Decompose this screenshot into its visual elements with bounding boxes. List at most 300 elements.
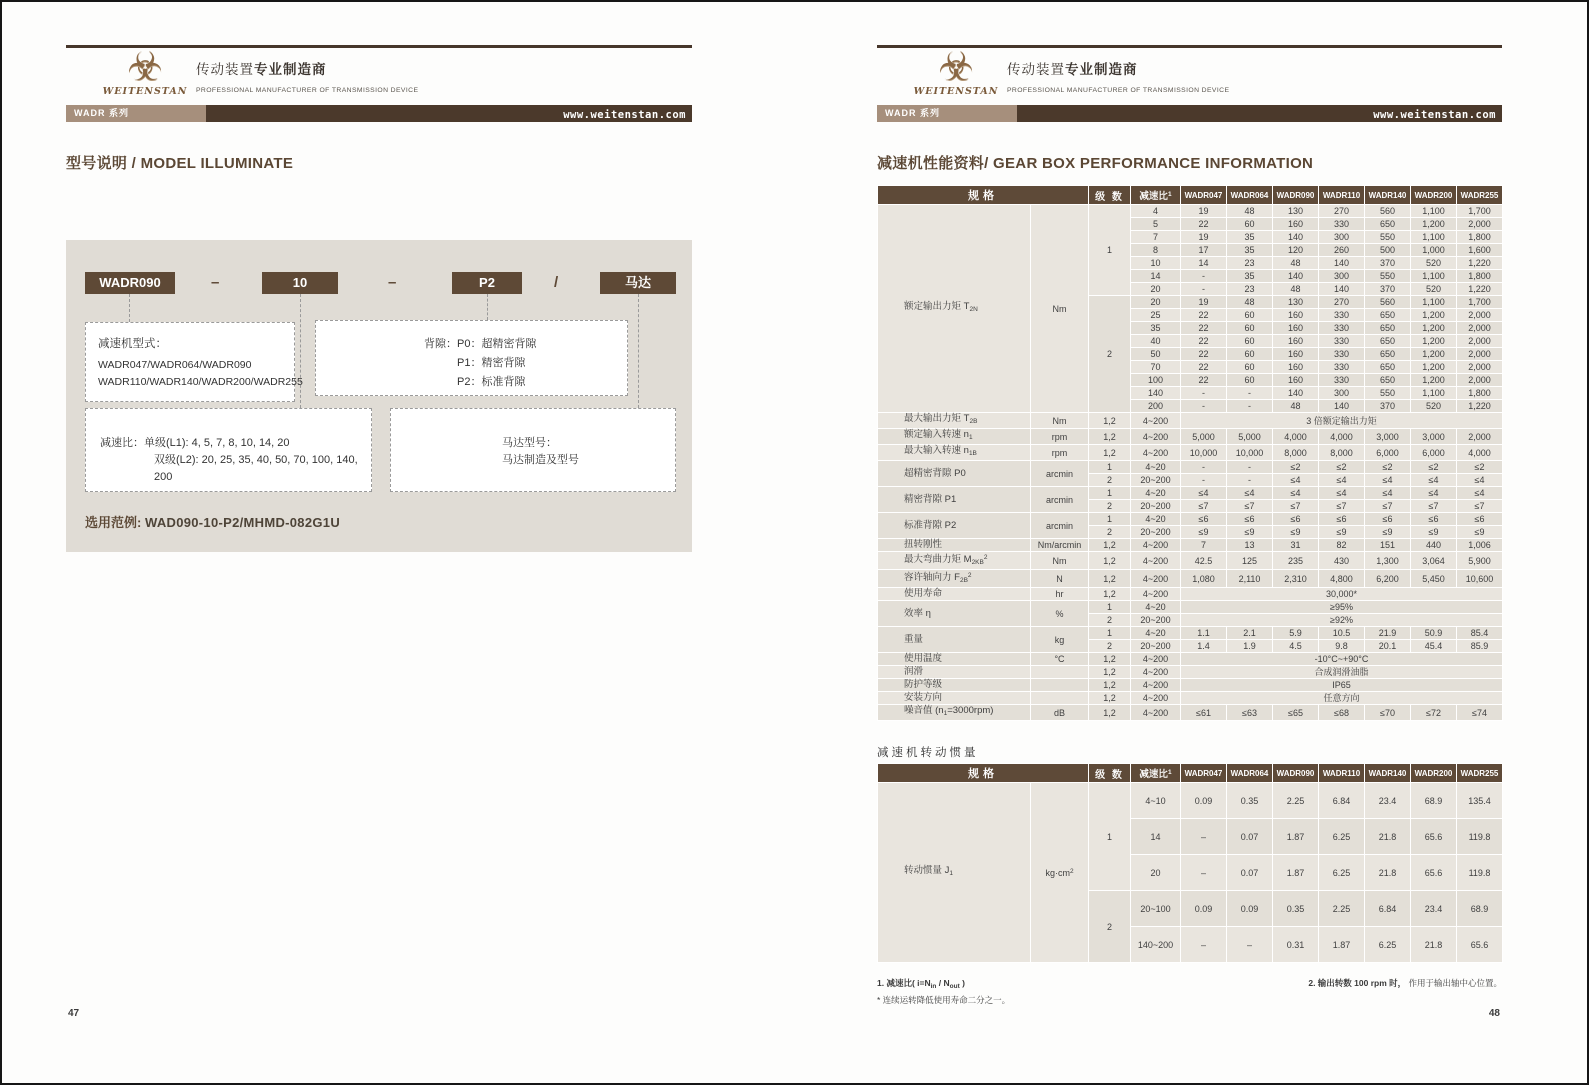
value-cell: 370 (1365, 400, 1411, 413)
value-cell: 135.4 (1457, 783, 1503, 819)
table-row (878, 429, 1503, 445)
spec-label: 使用温度 (878, 653, 1031, 666)
type-box-line1: WADR047/WADR064/WADR090 (98, 359, 252, 371)
ratio-cell: 35 (1131, 322, 1181, 335)
value-cell: ≤2 (1365, 461, 1411, 474)
connector-line (300, 294, 301, 408)
model-segment-backlash: P2 (452, 272, 522, 294)
value-cell: - (1181, 387, 1227, 400)
model-code-panel (66, 240, 692, 552)
stage-cell: 2 (1089, 474, 1131, 487)
value-cell: 8,000 (1319, 445, 1365, 461)
value-cell: 23 (1227, 283, 1273, 296)
value-cell: 160 (1273, 322, 1319, 335)
stage-cell: 2 (1089, 296, 1131, 413)
ratio-cell: 4~200 (1131, 445, 1181, 461)
value-cell: ≤9 (1227, 526, 1273, 539)
value-cell: 3,064 (1411, 552, 1457, 570)
unit-cell: arcmin (1031, 513, 1089, 539)
value-cell: 130 (1273, 296, 1319, 309)
ratio-cell: 4~20 (1131, 627, 1181, 640)
value-cell: 4.5 (1273, 640, 1319, 653)
value-cell: – (1181, 819, 1227, 855)
spec-label: 润滑 (878, 666, 1031, 679)
value-cell: 330 (1319, 335, 1365, 348)
value-cell: 140 (1319, 257, 1365, 270)
value-cell: 85.9 (1457, 640, 1503, 653)
ratio-cell: 100 (1131, 374, 1181, 387)
value-cell: ≤9 (1273, 526, 1319, 539)
ratio-cell: 4~200 (1131, 588, 1181, 601)
ratio-cell: 10 (1131, 257, 1181, 270)
value-cell: 1,200 (1411, 309, 1457, 322)
ratio-cell: 4~200 (1131, 570, 1181, 588)
table-row (878, 627, 1503, 640)
value-cell: 2,000 (1457, 218, 1503, 231)
value-cell: ≤4 (1181, 487, 1227, 500)
ratio-cell: 140 (1131, 387, 1181, 400)
series-bar (66, 105, 692, 122)
value-cell: 330 (1319, 374, 1365, 387)
value-cell: - (1181, 474, 1227, 487)
connector-line (129, 294, 130, 322)
value-cell: 1,000 (1411, 244, 1457, 257)
value-cell: 0.31 (1273, 927, 1319, 963)
value-cell: 60 (1227, 309, 1273, 322)
value-cell: 22 (1181, 322, 1227, 335)
value-cell: 48 (1273, 400, 1319, 413)
unit-cell (1031, 679, 1089, 692)
value-cell: 10,600 (1457, 570, 1503, 588)
unit-cell: Nm/arcmin (1031, 539, 1089, 552)
value-cell: 22 (1181, 348, 1227, 361)
value-cell: 120 (1273, 244, 1319, 257)
value-cell: 35 (1227, 244, 1273, 257)
stage-cell: 2 (1089, 526, 1131, 539)
tagline-en: PROFESSIONAL MANUFACTURER OF TRANSMISSION DEVICE (196, 87, 419, 94)
ratio-cell: 4~20 (1131, 601, 1181, 614)
model-column-header: WADR110 (1319, 186, 1365, 205)
motor-line1: 马达型号： (502, 437, 557, 449)
value-cell: ≤72 (1411, 705, 1457, 721)
value-cell: 1,100 (1411, 231, 1457, 244)
value-cell: 0.09 (1181, 783, 1227, 819)
value-cell: 1,700 (1457, 296, 1503, 309)
value-cell: 22 (1181, 309, 1227, 322)
value-cell: 21.8 (1411, 927, 1457, 963)
spec-label: 精密背隙 P1 (878, 487, 1031, 513)
page-right (877, 0, 1502, 1085)
value-cell: ≤4 (1319, 474, 1365, 487)
table-row (878, 445, 1503, 461)
value-cell: 48 (1227, 205, 1273, 218)
value-cell: 140 (1273, 270, 1319, 283)
value-cell: 520 (1411, 400, 1457, 413)
unit-cell: arcmin (1031, 461, 1089, 487)
ratio-cell: 14 (1131, 819, 1181, 855)
value-cell: 60 (1227, 374, 1273, 387)
spec-label: 额定输出力矩 $T_{2N}$ (878, 205, 1031, 413)
ratio-cell: 20~200 (1131, 526, 1181, 539)
unit-cell: % (1031, 601, 1089, 627)
stage-cell: 1,2 (1089, 679, 1131, 692)
type-box-line2: WADR110/WADR140/WADR200/WADR255 (98, 376, 303, 388)
value-cell: ≤61 (1181, 705, 1227, 721)
value-cell: 1,100 (1411, 270, 1457, 283)
value-cell: 50.9 (1411, 627, 1457, 640)
spec-label: 效率 η (878, 601, 1031, 627)
ratio-cell: 4~200 (1131, 429, 1181, 445)
value-cell: 2,000 (1457, 374, 1503, 387)
value-cell: 23 (1227, 257, 1273, 270)
stage-cell: 1,2 (1089, 445, 1131, 461)
value-cell: 300 (1319, 387, 1365, 400)
footnote-2 (1308, 977, 1502, 989)
table-row (878, 205, 1503, 218)
spec-column-header: 规格 (878, 186, 1089, 205)
website-url: www.weitenstan.com (563, 109, 686, 121)
value-cell: 3,000 (1411, 429, 1457, 445)
ratio-cell: 7 (1131, 231, 1181, 244)
value-cell: ≤70 (1365, 705, 1411, 721)
value-cell: 42.5 (1181, 552, 1227, 570)
value-cell: 65.6 (1457, 927, 1503, 963)
footnote-star: * 连续运转降低使用寿命二分之一。 (877, 995, 1011, 1005)
value-cell: 270 (1319, 205, 1365, 218)
value-cell: - (1181, 270, 1227, 283)
value-cell: 151 (1365, 539, 1411, 552)
value-cell: 370 (1365, 283, 1411, 296)
value-cell: 0.09 (1181, 891, 1227, 927)
backlash-item-p0: P0：超精密背隙 (457, 338, 537, 350)
stage-cell: 2 (1089, 640, 1131, 653)
value-cell: 6,000 (1365, 445, 1411, 461)
stage-cell: 1,2 (1089, 705, 1131, 721)
type-box-title: 减速机型式： (98, 338, 167, 350)
unit-cell: Nm (1031, 205, 1089, 413)
value-cell: 650 (1365, 322, 1411, 335)
tagline-cn (196, 58, 418, 78)
value-cell: 1,006 (1457, 539, 1503, 552)
ratio-cell: 4~200 (1131, 413, 1181, 429)
value-cell: 1,800 (1457, 270, 1503, 283)
value-cell: ≤7 (1457, 500, 1503, 513)
stage-cell: 2 (1089, 614, 1131, 627)
value-cell: 21.8 (1365, 819, 1411, 855)
value-cell: ≤6 (1457, 513, 1503, 526)
value-cell: 23.4 (1365, 783, 1411, 819)
ratio-cell: 4~200 (1131, 705, 1181, 721)
ratio-cell: 20~100 (1131, 891, 1181, 927)
table-row (878, 413, 1503, 429)
value-cell: 19 (1181, 296, 1227, 309)
model-segment-ratio: 10 (262, 272, 338, 294)
stage-cell: 1,2 (1089, 429, 1131, 445)
value-cell: 1,200 (1411, 361, 1457, 374)
value-cell: 65.6 (1411, 819, 1457, 855)
value-cell: 4,000 (1319, 429, 1365, 445)
table-row (878, 570, 1503, 588)
motor-box (390, 408, 676, 492)
value-cell: - (1227, 474, 1273, 487)
performance-table-container (877, 185, 1503, 721)
spec-label: 转动惯量 $J_1$ (878, 783, 1031, 963)
model-column-header: WADR047 (1181, 186, 1227, 205)
value-cell: 19 (1181, 231, 1227, 244)
value-cell: 650 (1365, 348, 1411, 361)
value-cell: 430 (1319, 552, 1365, 570)
brand-logo (901, 47, 1011, 97)
unit-cell: N (1031, 570, 1089, 588)
gearbox-type-box (85, 322, 303, 402)
table-row (878, 487, 1503, 500)
value-cell: 22 (1181, 374, 1227, 387)
ratio-cell: 4~10 (1131, 783, 1181, 819)
ratio-cell: 4 (1131, 205, 1181, 218)
value-cell: 13 (1227, 539, 1273, 552)
stage-column-header: 级 数 (1089, 764, 1131, 783)
value-cell: ≤4 (1457, 474, 1503, 487)
value-cell: ≤2 (1273, 461, 1319, 474)
value-cell: 140 (1273, 387, 1319, 400)
ratio-line2: 双级(L2): 20, 25, 35, 40, 50, 70, 100, 140, 200 (154, 454, 358, 483)
value-cell: 10,000 (1181, 445, 1227, 461)
value-cell: 1.4 (1181, 640, 1227, 653)
value-cell: – (1227, 927, 1273, 963)
value-cell: 9.8 (1319, 640, 1365, 653)
value-cell: ≤65 (1273, 705, 1319, 721)
value-cell: 10.5 (1319, 627, 1365, 640)
value-cell: 5,900 (1457, 552, 1503, 570)
span-value-cell: 30,000* (1181, 588, 1503, 601)
page-left (66, 0, 692, 1085)
value-cell: 21.9 (1365, 627, 1411, 640)
value-cell: 2,000 (1457, 322, 1503, 335)
value-cell: 500 (1365, 244, 1411, 257)
value-cell: ≤4 (1227, 487, 1273, 500)
value-cell: ≤4 (1273, 474, 1319, 487)
stage-cell: 1,2 (1089, 413, 1131, 429)
tagline-cn-normal: 传动装置 (1007, 62, 1065, 77)
model-column-header: WADR110 (1319, 764, 1365, 783)
value-cell: 20.1 (1365, 640, 1411, 653)
ratio-cell: 140~200 (1131, 927, 1181, 963)
value-cell: 160 (1273, 218, 1319, 231)
value-cell: 520 (1411, 257, 1457, 270)
value-cell: 330 (1319, 348, 1365, 361)
value-cell: 22 (1181, 361, 1227, 374)
value-cell: 2,110 (1227, 570, 1273, 588)
value-cell: 2.1 (1227, 627, 1273, 640)
value-cell: 650 (1365, 361, 1411, 374)
spec-label: 噪音值 $(n_1=3000rpm)$ (878, 705, 1031, 721)
connector-line (487, 294, 488, 320)
model-column-header: WADR064 (1227, 764, 1273, 783)
value-cell: ≤4 (1457, 487, 1503, 500)
unit-cell: Nm (1031, 552, 1089, 570)
value-cell: 23.4 (1411, 891, 1457, 927)
value-cell: 68.9 (1411, 783, 1457, 819)
inertia-table-title: 减速机转动惯量 (877, 747, 979, 759)
value-cell: ≤6 (1181, 513, 1227, 526)
series-label: WADR 系列 (877, 105, 1017, 122)
value-cell: 48 (1227, 296, 1273, 309)
value-cell: ≤4 (1365, 474, 1411, 487)
ratio-cell: 4~20 (1131, 461, 1181, 474)
stage-cell: 2 (1089, 891, 1131, 963)
ratio-cell: 4~200 (1131, 552, 1181, 570)
value-cell: 1,100 (1411, 387, 1457, 400)
biohazard-icon: ☣ (127, 45, 163, 89)
page-title: 型号说明 / MODEL ILLUMINATE (66, 155, 294, 172)
brand-name: WEITENSTAN (102, 86, 188, 97)
value-cell: - (1181, 400, 1227, 413)
value-cell: ≤7 (1273, 500, 1319, 513)
value-cell: 1,200 (1411, 335, 1457, 348)
spec-label: 扭转刚性 (878, 539, 1031, 552)
value-cell: 1,200 (1411, 322, 1457, 335)
stage-cell: 1,2 (1089, 666, 1131, 679)
value-cell: 125 (1227, 552, 1273, 570)
value-cell: 119.8 (1457, 855, 1503, 891)
table-row (878, 783, 1503, 819)
ratio-box (85, 408, 372, 492)
value-cell: 48 (1273, 283, 1319, 296)
value-cell: 2.25 (1319, 891, 1365, 927)
page-title: 减速机性能资料/ GEAR BOX PERFORMANCE INFORMATION (877, 155, 1314, 172)
span-value-cell: 3 倍额定输出力矩 (1181, 413, 1503, 429)
model-column-header: WADR140 (1365, 764, 1411, 783)
value-cell: 1,200 (1411, 374, 1457, 387)
value-cell: 1,220 (1457, 283, 1503, 296)
table-row (878, 539, 1503, 552)
value-cell: ≤2 (1411, 461, 1457, 474)
spec-label: 标准背隙 P2 (878, 513, 1031, 539)
value-cell: 140 (1319, 283, 1365, 296)
spec-label: 安装方向 (878, 692, 1031, 705)
ratio-cell: 4~200 (1131, 666, 1181, 679)
ratio-cell: 4~200 (1131, 679, 1181, 692)
value-cell: 550 (1365, 231, 1411, 244)
series-bar-dark (206, 105, 692, 122)
span-value-cell: ≥95% (1181, 601, 1503, 614)
model-segment-series: WADR090 (85, 272, 175, 294)
value-cell: ≤6 (1273, 513, 1319, 526)
stage-cell: 1,2 (1089, 552, 1131, 570)
spec-label: 防护等级 (878, 679, 1031, 692)
model-segment-motor: 马达 (600, 272, 676, 294)
ratio-cell: 4~20 (1131, 513, 1181, 526)
value-cell: 560 (1365, 296, 1411, 309)
table-row (878, 705, 1503, 721)
stage-cell: 1 (1089, 487, 1131, 500)
unit-cell: $kg\cdot cm^2$ (1031, 783, 1089, 963)
ratio-cell: 50 (1131, 348, 1181, 361)
value-cell: 650 (1365, 374, 1411, 387)
value-cell: 270 (1319, 296, 1365, 309)
value-cell: ≤74 (1457, 705, 1503, 721)
value-cell: 130 (1273, 205, 1319, 218)
value-cell: 1,200 (1411, 348, 1457, 361)
value-cell: - (1227, 461, 1273, 474)
value-cell: 2,000 (1457, 309, 1503, 322)
stage-cell: 1 (1089, 601, 1131, 614)
model-column-header: WADR200 (1411, 186, 1457, 205)
value-cell: ≤6 (1227, 513, 1273, 526)
value-cell: 22 (1181, 218, 1227, 231)
selection-example (85, 512, 340, 531)
tagline (1007, 58, 1229, 94)
value-cell: 21.8 (1365, 855, 1411, 891)
footnote-2-strong: 2. 输出转数 100 rpm 时， (1308, 978, 1407, 988)
value-cell: ≤6 (1365, 513, 1411, 526)
span-value-cell: ≥92% (1181, 614, 1503, 627)
unit-cell: rpm (1031, 429, 1089, 445)
model-column-header: WADR200 (1411, 764, 1457, 783)
inertia-table-container (877, 763, 1503, 963)
span-value-cell: 任意方向 (1181, 692, 1503, 705)
value-cell: 3,000 (1365, 429, 1411, 445)
table-row (878, 461, 1503, 474)
brand-logo (90, 47, 200, 97)
backlash-box (315, 320, 628, 396)
model-column-header: WADR064 (1227, 186, 1273, 205)
value-cell: 6.84 (1365, 891, 1411, 927)
value-cell: 330 (1319, 361, 1365, 374)
value-cell: 0.09 (1227, 891, 1273, 927)
stage-cell: 1 (1089, 513, 1131, 526)
value-cell: 330 (1319, 218, 1365, 231)
value-cell: ≤4 (1365, 487, 1411, 500)
value-cell: 0.07 (1227, 855, 1273, 891)
ratio-line1: 减速比：单级(L1): 4, 5, 7, 8, 10, 14, 20 (100, 437, 290, 449)
value-cell: ≤9 (1181, 526, 1227, 539)
value-cell: 2,310 (1273, 570, 1319, 588)
page-number: 47 (68, 1008, 80, 1019)
value-cell: 14 (1181, 257, 1227, 270)
tagline-cn-bold: 专业制造商 (1065, 62, 1138, 77)
ratio-cell: 20~200 (1131, 640, 1181, 653)
ratio-cell: 20~200 (1131, 474, 1181, 487)
table-row (878, 679, 1503, 692)
spec-label: 最大输入转速 $n_{1B}$ (878, 445, 1031, 461)
span-value-cell: -10°C~+90°C (1181, 653, 1503, 666)
website-url: www.weitenstan.com (1373, 109, 1496, 121)
value-cell: 370 (1365, 257, 1411, 270)
value-cell: 1,300 (1365, 552, 1411, 570)
value-cell: 19 (1181, 205, 1227, 218)
value-cell: 2,000 (1457, 361, 1503, 374)
value-cell: ≤7 (1181, 500, 1227, 513)
example-value: WAD090-10-P2/MHMD-082G1U (144, 515, 341, 530)
value-cell: 31 (1273, 539, 1319, 552)
spec-label: 最大弯曲力矩 $M_{2KB}^2$ (878, 552, 1031, 570)
value-cell: 520 (1411, 283, 1457, 296)
value-cell: 1,100 (1411, 296, 1457, 309)
tagline-en: PROFESSIONAL MANUFACTURER OF TRANSMISSION DEVICE (1007, 87, 1230, 94)
value-cell: 2,000 (1457, 429, 1503, 445)
stage-cell: 1,2 (1089, 588, 1131, 601)
value-cell: ≤2 (1319, 461, 1365, 474)
stage-cell: 2 (1089, 500, 1131, 513)
connector-line (638, 294, 639, 408)
value-cell: 6,000 (1411, 445, 1457, 461)
ratio-cell: 200 (1131, 400, 1181, 413)
value-cell: 85.4 (1457, 627, 1503, 640)
series-bar-dark (1017, 105, 1502, 122)
value-cell: 1,700 (1457, 205, 1503, 218)
value-cell: 1.1 (1181, 627, 1227, 640)
